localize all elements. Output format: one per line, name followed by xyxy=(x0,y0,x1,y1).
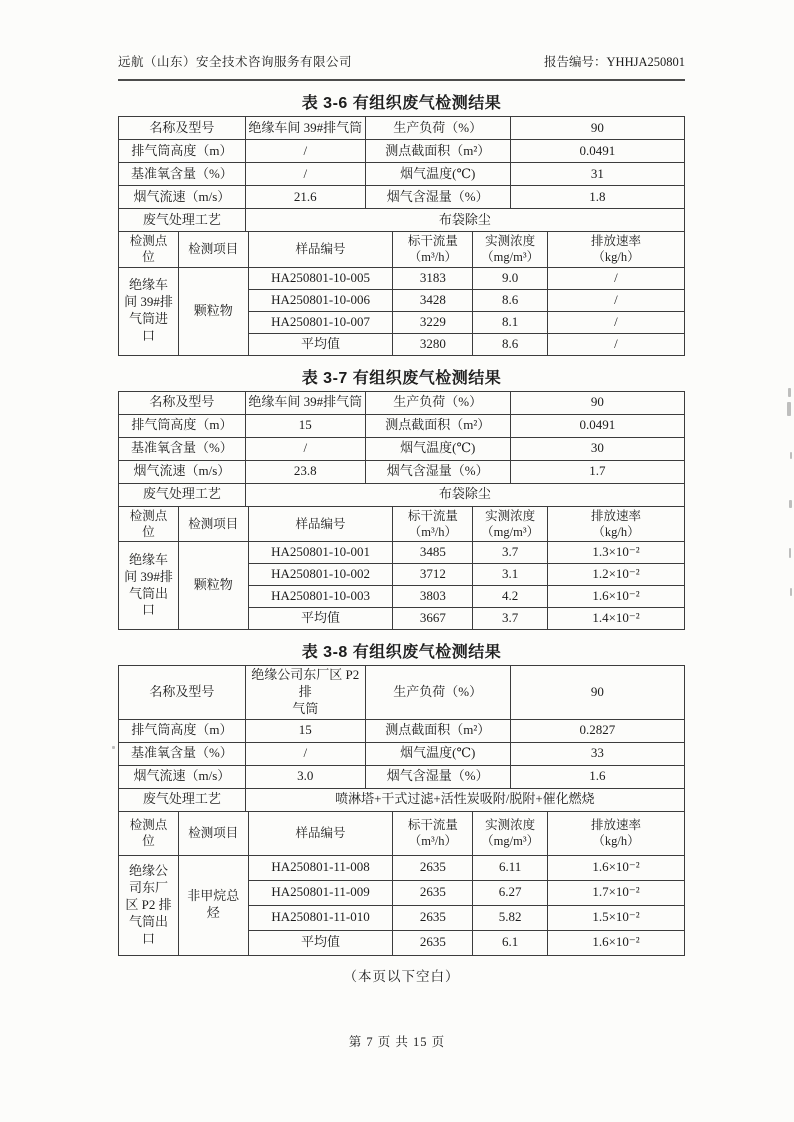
rate-cell: 1.6×10⁻² xyxy=(547,855,684,880)
info-label-cell: 烟气温度(℃) xyxy=(365,437,510,460)
table-3-8-section xyxy=(118,639,685,956)
scan-artifact xyxy=(789,500,792,508)
item-cell: 颗粒物 xyxy=(178,542,248,630)
scan-artifact xyxy=(790,588,792,596)
det-header-cell: 样品编号 xyxy=(248,232,393,268)
info-value-cell: 0.2827 xyxy=(510,719,684,742)
conc-cell: 6.1 xyxy=(473,930,548,955)
info-label-cell: 生产负荷（%） xyxy=(365,391,510,414)
info-value-cell: 30 xyxy=(510,437,684,460)
info-value-cell: 1.6 xyxy=(510,765,684,788)
flow-cell: 3712 xyxy=(393,564,473,586)
det-header-cell: 排放速率 （kg/h） xyxy=(547,232,684,268)
flow-cell: 3485 xyxy=(393,542,473,564)
info-value-cell: 90 xyxy=(510,391,684,414)
point-cell: 绝缘车 间 39#排 气筒进 口 xyxy=(119,267,179,355)
info-value-cell: 90 xyxy=(510,117,684,140)
rate-cell: 1.4×10⁻² xyxy=(547,608,684,630)
det-header-cell: 样品编号 xyxy=(248,506,393,542)
table-3-7-section xyxy=(118,365,685,631)
info-value-cell: 3.0 xyxy=(245,765,365,788)
process-label-cell: 废气处理工艺 xyxy=(119,788,246,811)
info-label-cell: 名称及型号 xyxy=(119,666,246,720)
process-label-cell: 废气处理工艺 xyxy=(119,483,246,506)
scan-artifact xyxy=(112,746,115,749)
conc-cell: 6.27 xyxy=(473,880,548,905)
conc-cell: 5.82 xyxy=(473,905,548,930)
process-value-cell: 布袋除尘 xyxy=(245,483,684,506)
info-label-cell: 名称及型号 xyxy=(119,117,246,140)
info-value-cell: 绝缘公司东厂区 P2 排 气筒 xyxy=(245,666,365,720)
conc-cell: 4.2 xyxy=(473,586,548,608)
info-label-cell: 烟气温度(℃) xyxy=(365,163,510,186)
table-3-6-section xyxy=(118,90,685,356)
sample-cell: 平均值 xyxy=(248,930,393,955)
scan-artifact xyxy=(788,388,791,397)
table-row xyxy=(119,414,685,437)
report-number: 报告编号：YHHJA250801 xyxy=(544,55,685,69)
conc-cell: 3.7 xyxy=(473,542,548,564)
flow-cell: 3803 xyxy=(393,586,473,608)
sample-cell: HA250801-10-001 xyxy=(248,542,393,564)
info-label-cell: 基准氧含量（%） xyxy=(119,742,246,765)
sample-cell: 平均值 xyxy=(248,333,393,355)
rate-cell: 1.6×10⁻² xyxy=(547,586,684,608)
det-header-cell: 实测浓度 （mg/m³） xyxy=(473,506,548,542)
table-row xyxy=(119,437,685,460)
rate-cell: 1.3×10⁻² xyxy=(547,542,684,564)
conc-cell: 3.1 xyxy=(473,564,548,586)
conc-cell: 8.6 xyxy=(473,333,548,355)
flow-cell: 2635 xyxy=(393,880,473,905)
table-row xyxy=(119,855,685,880)
table-row xyxy=(119,460,685,483)
detection-header-row xyxy=(119,811,685,855)
det-header-cell: 检测项目 xyxy=(178,811,248,855)
table-row xyxy=(119,267,685,289)
det-header-cell: 检测点 位 xyxy=(119,232,179,268)
info-value-cell: 1.8 xyxy=(510,186,684,209)
info-value-cell: 0.0491 xyxy=(510,140,684,163)
det-header-cell: 实测浓度 （mg/m³） xyxy=(473,232,548,268)
process-row xyxy=(119,483,685,506)
det-header-cell: 标干流量 （m³/h） xyxy=(393,232,473,268)
info-value-cell: 0.0491 xyxy=(510,414,684,437)
conc-cell: 3.7 xyxy=(473,608,548,630)
flow-cell: 2635 xyxy=(393,930,473,955)
sample-cell: HA250801-11-010 xyxy=(248,905,393,930)
table-3-8-info xyxy=(118,665,685,812)
info-label-cell: 烟气流速（m/s） xyxy=(119,460,246,483)
rate-cell: 1.6×10⁻² xyxy=(547,930,684,955)
conc-cell: 8.1 xyxy=(473,311,548,333)
info-label-cell: 烟气温度(℃) xyxy=(365,742,510,765)
table-row xyxy=(119,765,685,788)
scan-artifact xyxy=(789,548,791,558)
item-cell: 颗粒物 xyxy=(178,267,248,355)
rate-cell: / xyxy=(547,267,684,289)
info-value-cell: / xyxy=(245,163,365,186)
table-3-8-detection xyxy=(118,811,685,956)
info-value-cell: 90 xyxy=(510,666,684,720)
info-label-cell: 排气筒高度（m） xyxy=(119,719,246,742)
scan-artifact xyxy=(787,402,791,416)
flow-cell: 2635 xyxy=(393,855,473,880)
conc-cell: 8.6 xyxy=(473,289,548,311)
process-row xyxy=(119,788,685,811)
scan-artifact xyxy=(790,452,792,459)
table-3-6-detection xyxy=(118,231,685,356)
rate-cell: / xyxy=(547,333,684,355)
point-cell: 绝缘车 间 39#排 气筒出 口 xyxy=(119,542,179,630)
company-name: 远航（山东）安全技术咨询服务有限公司 xyxy=(118,55,353,69)
det-header-cell: 排放速率 （kg/h） xyxy=(547,811,684,855)
det-header-cell: 标干流量 （m³/h） xyxy=(393,506,473,542)
det-header-cell: 实测浓度 （mg/m³） xyxy=(473,811,548,855)
process-value-cell: 布袋除尘 xyxy=(245,209,684,232)
table-row xyxy=(119,666,685,720)
table-3-6-title: 表 3-6 有组织废气检测结果 xyxy=(301,95,502,112)
rate-cell: / xyxy=(547,289,684,311)
page-number: 第 7 页 共 15 页 xyxy=(348,1035,446,1049)
item-cell: 非甲烷总 烃 xyxy=(178,855,248,955)
info-label-cell: 基准氧含量（%） xyxy=(119,163,246,186)
info-value-cell: 绝缘车间 39#排气筒 xyxy=(245,391,365,414)
table-row xyxy=(119,542,685,564)
info-label-cell: 测点截面积（m²） xyxy=(365,719,510,742)
table-row xyxy=(119,117,685,140)
sample-cell: HA250801-10-005 xyxy=(248,267,393,289)
rate-cell: 1.7×10⁻² xyxy=(547,880,684,905)
info-label-cell: 烟气含湿量（%） xyxy=(365,186,510,209)
sample-cell: 平均值 xyxy=(248,608,393,630)
info-label-cell: 名称及型号 xyxy=(119,391,246,414)
conc-cell: 6.11 xyxy=(473,855,548,880)
sample-cell: HA250801-11-008 xyxy=(248,855,393,880)
info-label-cell: 烟气含湿量（%） xyxy=(365,460,510,483)
info-value-cell: / xyxy=(245,140,365,163)
det-header-cell: 检测点 位 xyxy=(119,506,179,542)
point-cell: 绝缘公 司东厂 区 P2 排 气筒出 口 xyxy=(119,855,179,955)
info-label-cell: 排气筒高度（m） xyxy=(119,140,246,163)
info-label-cell: 生产负荷（%） xyxy=(365,117,510,140)
info-value-cell: 21.6 xyxy=(245,186,365,209)
rate-cell: / xyxy=(547,311,684,333)
table-row xyxy=(119,186,685,209)
process-label-cell: 废气处理工艺 xyxy=(119,209,246,232)
det-header-cell: 检测项目 xyxy=(178,506,248,542)
flow-cell: 2635 xyxy=(393,905,473,930)
flow-cell: 3428 xyxy=(393,289,473,311)
table-row xyxy=(119,391,685,414)
table-row xyxy=(119,140,685,163)
table-row xyxy=(119,163,685,186)
rate-cell: 1.2×10⁻² xyxy=(547,564,684,586)
det-header-cell: 样品编号 xyxy=(248,811,393,855)
info-label-cell: 生产负荷（%） xyxy=(365,666,510,720)
info-label-cell: 排气筒高度（m） xyxy=(119,414,246,437)
info-value-cell: 23.8 xyxy=(245,460,365,483)
flow-cell: 3183 xyxy=(393,267,473,289)
doc-header xyxy=(118,52,685,81)
info-value-cell: 绝缘车间 39#排气筒 xyxy=(245,117,365,140)
rate-cell: 1.5×10⁻² xyxy=(547,905,684,930)
info-label-cell: 烟气流速（m/s） xyxy=(119,186,246,209)
info-value-cell: 15 xyxy=(245,414,365,437)
sample-cell: HA250801-10-006 xyxy=(248,289,393,311)
info-label-cell: 烟气含湿量（%） xyxy=(365,765,510,788)
det-header-cell: 检测点 位 xyxy=(119,811,179,855)
info-label-cell: 测点截面积（m²） xyxy=(365,414,510,437)
info-label-cell: 烟气流速（m/s） xyxy=(119,765,246,788)
table-3-7-detection xyxy=(118,506,685,631)
info-label-cell: 测点截面积（m²） xyxy=(365,140,510,163)
process-value-cell: 喷淋塔+干式过滤+活性炭吸附/脱附+催化燃烧 xyxy=(245,788,684,811)
info-label-cell: 基准氧含量（%） xyxy=(119,437,246,460)
info-value-cell: 15 xyxy=(245,719,365,742)
detection-header-row xyxy=(119,232,685,268)
flow-cell: 3667 xyxy=(393,608,473,630)
det-header-cell: 排放速率 （kg/h） xyxy=(547,506,684,542)
conc-cell: 9.0 xyxy=(473,267,548,289)
info-value-cell: / xyxy=(245,742,365,765)
sample-cell: HA250801-11-009 xyxy=(248,880,393,905)
table-3-8-title: 表 3-8 有组织废气检测结果 xyxy=(301,644,502,661)
table-row xyxy=(119,719,685,742)
sample-cell: HA250801-10-003 xyxy=(248,586,393,608)
table-3-7-title: 表 3-7 有组织废气检测结果 xyxy=(301,369,502,387)
sample-cell: HA250801-10-002 xyxy=(248,564,393,586)
detection-header-row xyxy=(119,506,685,542)
info-value-cell: 31 xyxy=(510,163,684,186)
table-3-6-info xyxy=(118,116,685,232)
flow-cell: 3229 xyxy=(393,311,473,333)
info-value-cell: 1.7 xyxy=(510,460,684,483)
det-header-cell: 标干流量 （m³/h） xyxy=(393,811,473,855)
table-row xyxy=(119,742,685,765)
sample-cell: HA250801-10-007 xyxy=(248,311,393,333)
process-row xyxy=(119,209,685,232)
flow-cell: 3280 xyxy=(393,333,473,355)
det-header-cell: 检测项目 xyxy=(178,232,248,268)
table-3-7-info xyxy=(118,391,685,507)
page-content xyxy=(118,52,685,985)
info-value-cell: / xyxy=(245,437,365,460)
info-value-cell: 33 xyxy=(510,742,684,765)
blank-note: （本页以下空白） xyxy=(343,968,460,984)
